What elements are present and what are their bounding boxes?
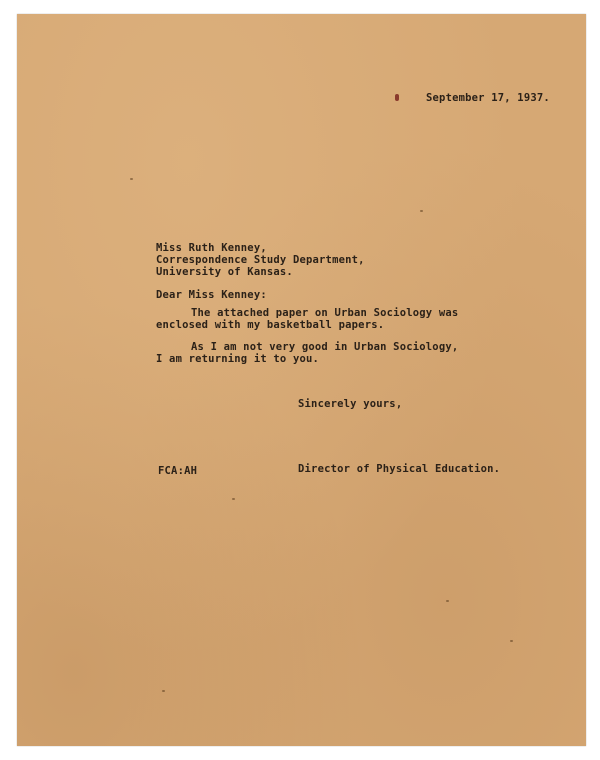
recipient-institution: University of Kansas. <box>156 266 293 278</box>
recipient-name: Miss Ruth Kenney, <box>156 242 267 254</box>
paragraph-2-line-1: As I am not very good in Urban Sociology, <box>191 341 459 353</box>
paper-speck <box>232 498 235 500</box>
recipient-department: Correspondence Study Department, <box>156 254 365 266</box>
closing: Sincerely yours, <box>298 398 403 410</box>
salutation: Dear Miss Kenney: <box>156 289 267 301</box>
letter-date: September 17, 1937. <box>426 92 550 104</box>
typist-initials: FCA:AH <box>158 465 198 477</box>
signature-title: Director of Physical Education. <box>298 463 501 475</box>
paragraph-1-line-1: The attached paper on Urban Sociology was <box>191 307 459 319</box>
paper-speck <box>162 690 165 692</box>
paper-speck <box>130 178 133 180</box>
paragraph-2-line-2: I am returning it to you. <box>156 353 320 365</box>
paper-speck <box>446 600 449 602</box>
paper-speck <box>510 640 513 642</box>
paragraph-1-line-2: enclosed with my basketball papers. <box>156 319 385 331</box>
paper-speck <box>420 210 423 212</box>
letter-sheet <box>17 14 586 746</box>
ink-mark <box>395 94 399 101</box>
